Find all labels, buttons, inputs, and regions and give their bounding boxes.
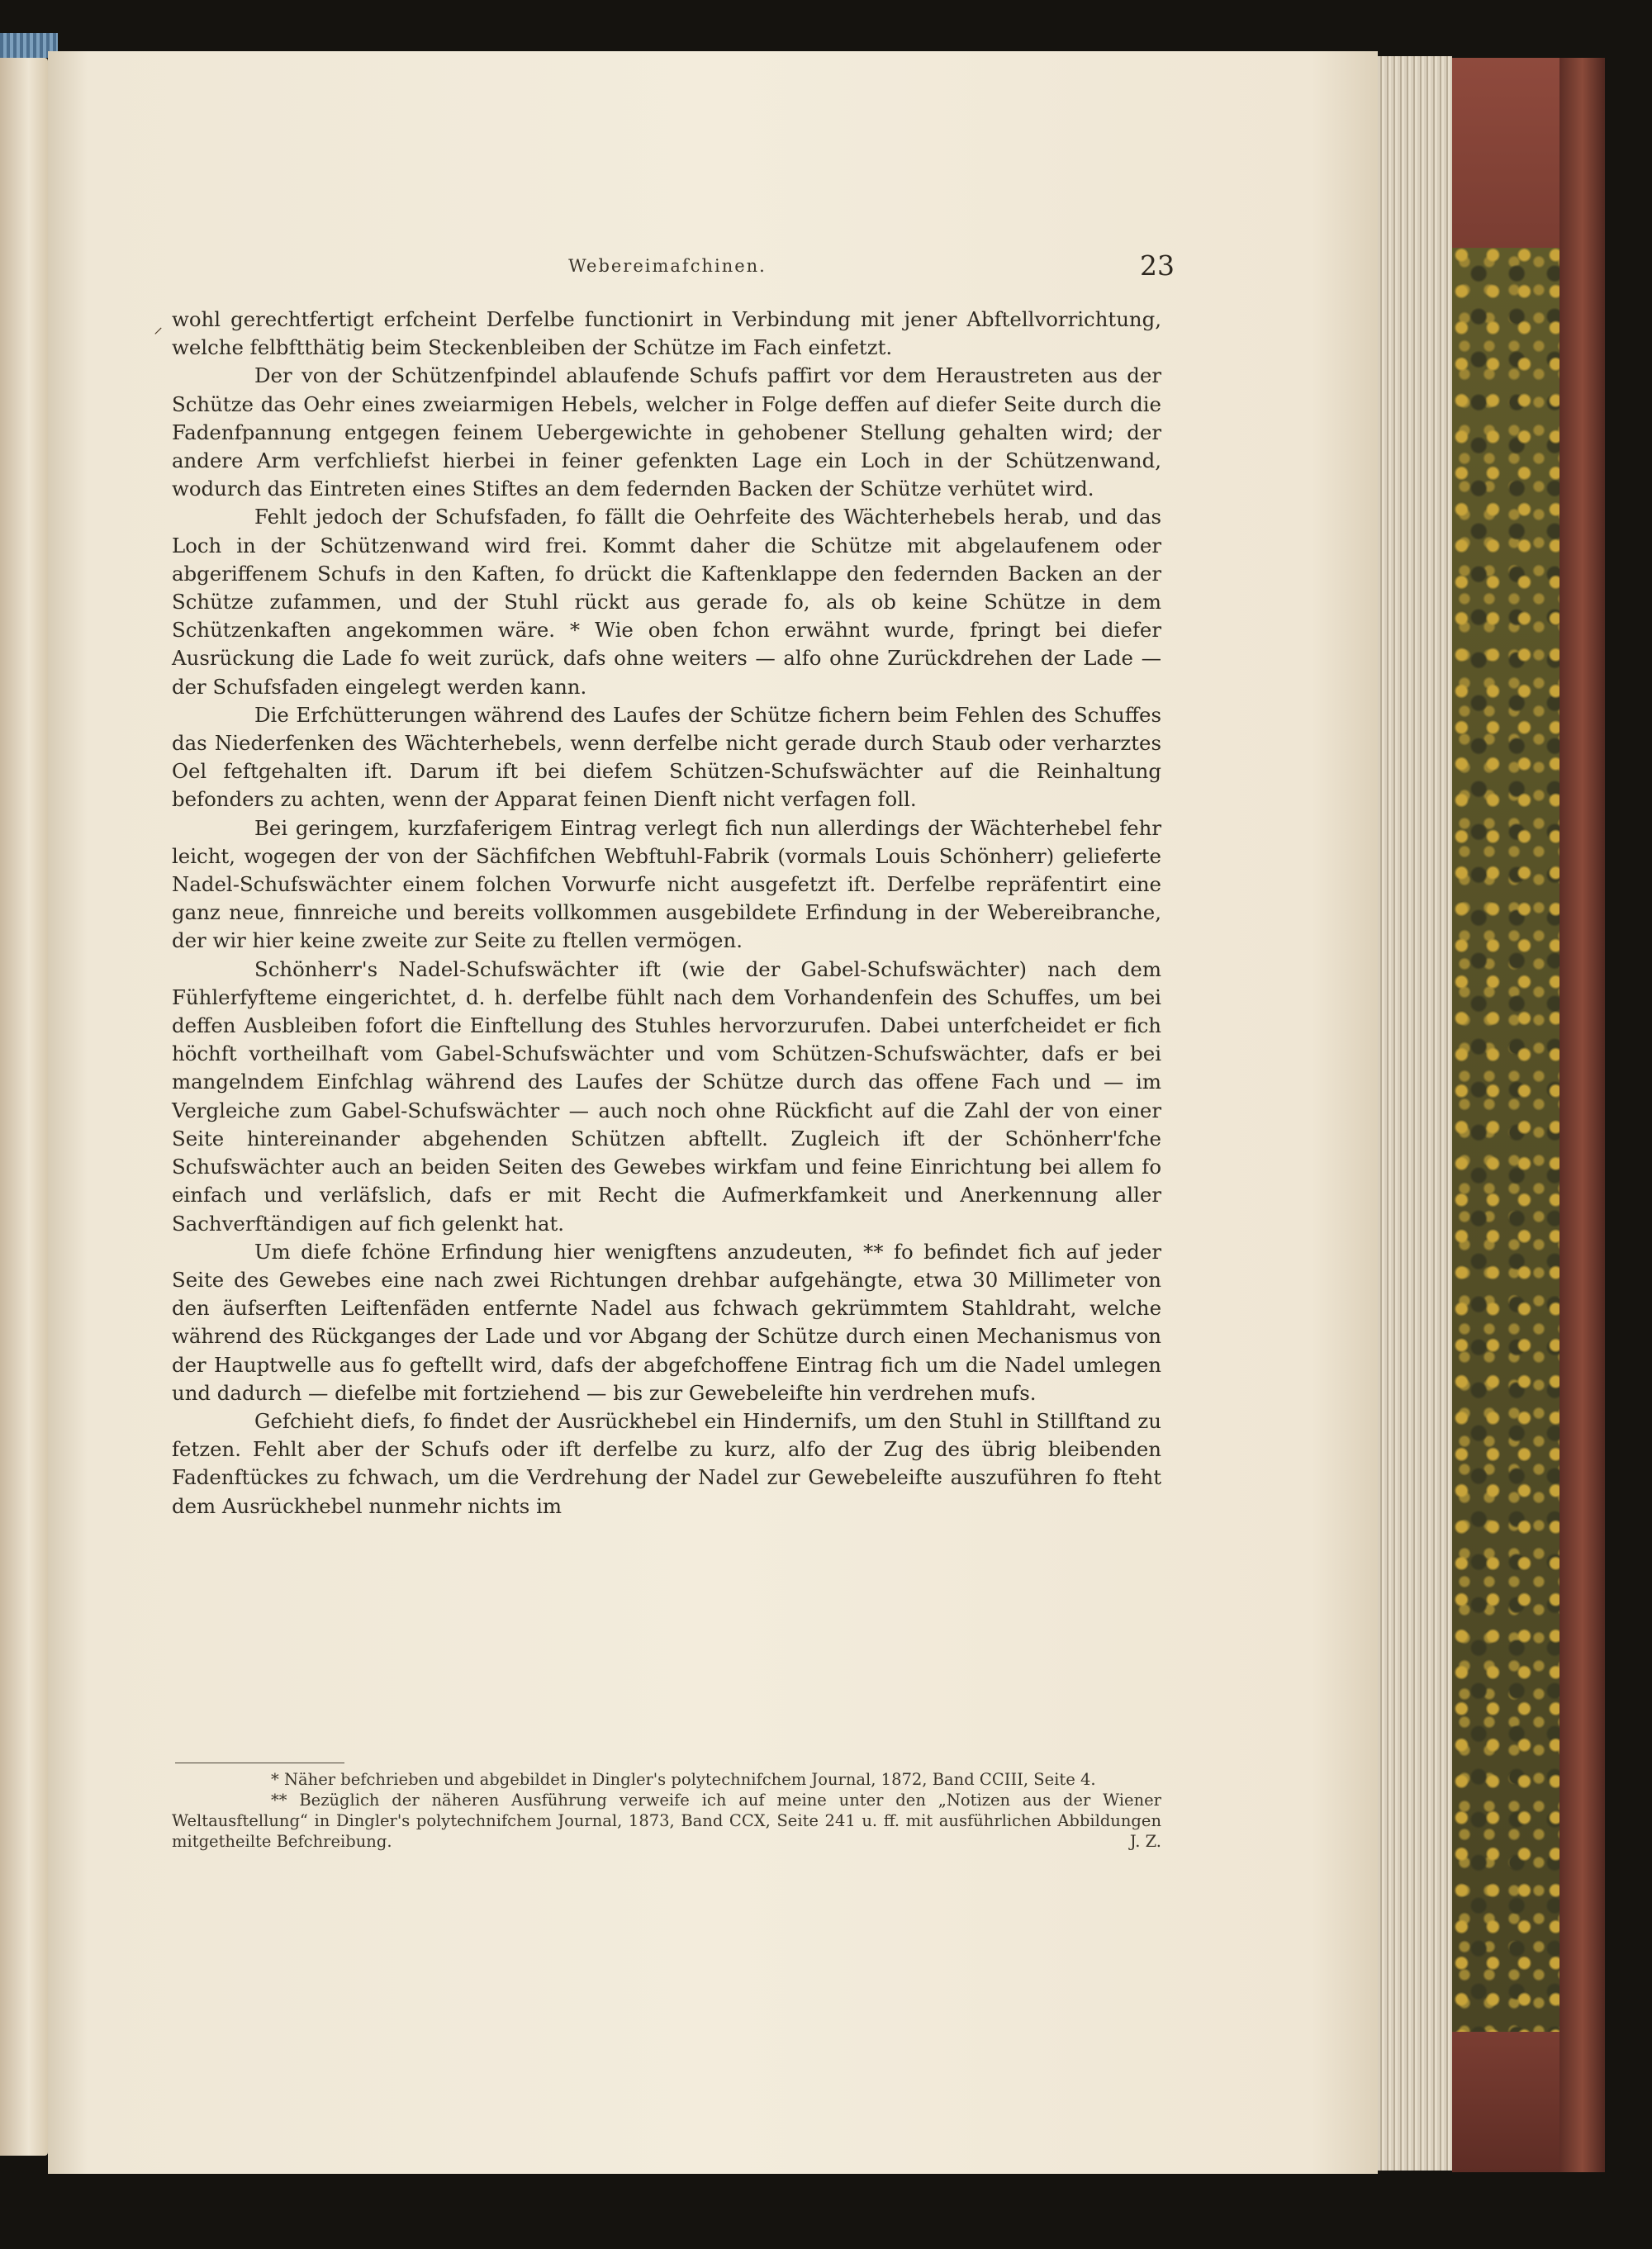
marbled-cover-board bbox=[1452, 248, 1559, 2032]
page-stack-edge bbox=[1378, 56, 1452, 2171]
paragraph-5: Bei geringem, kurzfaferigem Eintrag verlegt fich nun allerdings der Wächterhebel fehr leicht, wogegen der von der Sächfifchen Webftuhl-Fabrik (vormals Louis Schönherr) gelieferte Nadel-Schufswächter einem folchen Vorwurfe nicht ausgefetzt ift. Derfelbe repräfentirt eine ganz neue, finnreiche und bereits vollkommen ausgebildete Erfindung in der Webereibranche, der wir hier keine zweite zur Seite zu ftellen vermögen. bbox=[172, 815, 1161, 953]
paragraph-8: Gefchieht diefs, fo findet der Ausrückhebel ein Hindernifs, um den Stuhl in Stillftand zu fetzen. Fehlt aber der Schufs oder ift derfelbe zu kurz, alfo der Zug des übrig bleibenden Fadenftückes zu fchwach, um die Verdrehung der Nadel zur Gewebeleifte auszuführen fo fteht dem Ausrückhebel nunmehr nichts im bbox=[172, 1408, 1161, 1518]
paragraph-7: Um diefe fchöne Erfindung hier wenigftens anzudeuten, ** fo befindet fich auf jeder Seite des Gewebes eine nach zwei Richtungen drehbar aufgehängte, etwa 30 Millimeter von den äufserften Leiftenfäden entfernte Nadel aus fchwach gekrümmtem Stahldraht, welche während des Rückganges der Lade und vor Abgang der Schütze durch einen Mechanismus von der Hauptwelle aus fo geftellt wird, dafs der abgefchoffene Eintrag fich um die Nadel umlegen und dadurch — diefelbe mit fortziehend — bis zur Gewebeleifte hin verdrehen mufs. bbox=[172, 1239, 1161, 1405]
main-text bbox=[172, 306, 1161, 1521]
footnotes bbox=[172, 1769, 1161, 1852]
paragraph-3: Fehlt jedoch der Schufsfaden, fo fällt die Oehrfeite des Wächterhebels herab, und das Loch in der Schützenwand wird frei. Kommt daher die Schütze mit abgelaufenem oder abgeriffenem Schufs in den Kaften, fo drückt die Kaftenklappe den federnden Backen an der Schütze zufammen, und der Stuhl rückt aus gerade fo, als ob keine Schütze in dem Schützenkaften angekommen wäre. * Wie oben fchon erwähnt wurde, fpringt bei diefer Ausrückung die Lade fo weit zurück, dafs ohne weiters — alfo ohne Zurückdrehen der Lade — der Schufsfaden eingelegt werden kann. bbox=[172, 505, 1161, 699]
book-spine-edge bbox=[1559, 58, 1605, 2172]
footnote-2-text: ** Bezüglich der näheren Ausführung verweife ich auf meine unter den „Notizen aus der Wiener Weltausftellung“ in Dingler's polytechnifchem Journal, 1873, Band CCX, Seite 241 u. ff. mit ausführlichen Abbildungen mitgetheilte Befchreibung. bbox=[172, 1791, 1161, 1851]
page-number: 23 bbox=[1140, 249, 1175, 282]
paragraph-2: Der von der Schützenfpindel ablaufende Schufs paffirt vor dem Heraustreten aus der Schütze das Oehr eines zweiarmigen Hebels, welcher in Folge deffen auf diefer Seite durch die Fadenfpannung entgegen feinem Uebergewichte in gehobener Stellung gehalten wird; der andere Arm verfchliefst hierbei in feiner gefenkten Lage ein Loch in der Schützenwand, wodurch das Eintreten eines Stiftes an dem federnden Backen der Schütze verhütet wird. bbox=[172, 363, 1161, 501]
paragraph-4: Die Erfchütterungen während des Laufes der Schütze fichern beim Fehlen des Schuffes das Niederfenken des Wächterhebels, wenn derfelbe nicht gerade durch Staub oder verharztes Oel feftgehalten ift. Darum ift bei diefem Schützen-Schufswächter auf die Reinhaltung befonders zu achten, wenn der Apparat feinen Dienft nicht verfagen foll. bbox=[172, 702, 1161, 812]
running-head bbox=[172, 249, 1175, 289]
margin-pencil-mark: ⸝ bbox=[154, 317, 164, 338]
footnote-2 bbox=[172, 1790, 1161, 1852]
running-title: Webereimafchinen. bbox=[568, 256, 767, 276]
cover-corner-bottom bbox=[1452, 2032, 1559, 2172]
paragraph-6: Schönherr's Nadel-Schufswächter ift (wie der Gabel-Schufswächter) nach dem Fühlerfyfteme eingerichtet, d. h. derfelbe fühlt nach dem Vorhandenfein des Schuffes, um bei deffen Ausbleiben fofort die Einftellung des Stuhles hervorzurufen. Dabei unterfcheidet er fich höchft vortheilhaft vom Gabel-Schufswächter und vom Schützen-Schufswächter, dafs er bei mangelndem Einfchlag während des Laufes der Schütze durch das offene Fach und — im Vergleiche zum Gabel-Schufswächter — auch noch ohne Rückficht auf die Zahl der von einer Seite hintereinander abgehenden Schützen abftellt. Zugleich ift der Schönherr'fche Schufswächter auch an beiden Seiten des Gewebes wirkfam und feine Einrichtung bei allem fo einfach und verläfslich, dafs er mit Recht die Aufmerkfamkeit und Anerkennung aller Sachverftändigen auf fich gelenkt hat. bbox=[172, 956, 1161, 1236]
footnote-signature: J. Z. bbox=[1129, 1832, 1161, 1851]
paragraph-1: wohl gerechtfertigt erfcheint Derfelbe functionirt in Verbindung mit jener Abftellvorrichtung, welche felbftthätig beim Steckenbleiben der Schütze im Fach einfetzt. bbox=[172, 307, 1161, 360]
cover-corner-top bbox=[1452, 58, 1559, 248]
footnote-1: * Näher befchrieben und abgebildet in Dingler's polytechnifchem Journal, 1872, Band CCIII, Seite 4. bbox=[271, 1770, 1096, 1789]
facing-page-edge bbox=[0, 58, 48, 2156]
